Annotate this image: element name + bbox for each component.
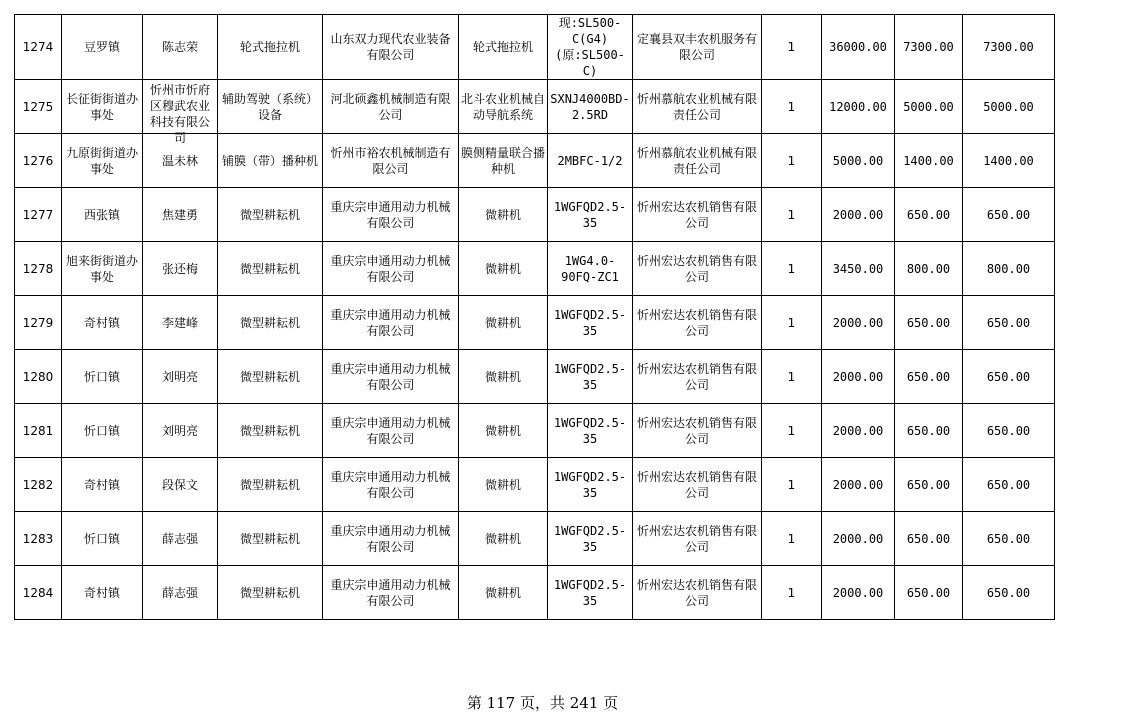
- cell-category: 微型耕耘机: [218, 296, 323, 350]
- cell-category: 微型耕耘机: [218, 350, 323, 404]
- cell-total-subsidy: 650.00: [963, 296, 1055, 350]
- cell-township: 豆罗镇: [62, 15, 143, 80]
- cell-quantity: 1: [762, 134, 822, 188]
- cell-township: 奇村镇: [62, 296, 143, 350]
- cell-price: 36000.00: [822, 15, 895, 80]
- cell-dealer: 忻州宏达农机销售有限公司: [633, 566, 762, 620]
- cell-category: 铺膜（带）播种机: [218, 134, 323, 188]
- cell-product: 微耕机: [459, 350, 548, 404]
- cell-quantity: 1: [762, 80, 822, 134]
- cell-dealer: 忻州宏达农机销售有限公司: [633, 512, 762, 566]
- cell-total-subsidy: 800.00: [963, 242, 1055, 296]
- cell-township: 奇村镇: [62, 566, 143, 620]
- cell-price: 2000.00: [822, 188, 895, 242]
- cell-quantity: 1: [762, 188, 822, 242]
- cell-township: 奇村镇: [62, 458, 143, 512]
- cell-buyer: 刘明亮: [143, 350, 218, 404]
- cell-manufacturer: 重庆宗申通用动力机械有限公司: [323, 242, 459, 296]
- cell-quantity: 1: [762, 15, 822, 80]
- cell-category: 微型耕耘机: [218, 188, 323, 242]
- cell-subsidy: 7300.00: [895, 15, 963, 80]
- cell-price: 2000.00: [822, 404, 895, 458]
- cell-seq: 1284: [15, 566, 62, 620]
- cell-price: 2000.00: [822, 566, 895, 620]
- table-row: [15, 350, 1055, 404]
- cell-township: 忻口镇: [62, 512, 143, 566]
- cell-seq: 1283: [15, 512, 62, 566]
- cell-total-subsidy: 5000.00: [963, 80, 1055, 134]
- table-row: [15, 15, 1055, 80]
- cell-price: 2000.00: [822, 458, 895, 512]
- cell-category: 轮式拖拉机: [218, 15, 323, 80]
- table-row: [15, 80, 1055, 134]
- cell-model: SXNJ4000BD-2.5RD: [548, 80, 633, 134]
- cell-model: 1WGFQD2.5-35: [548, 296, 633, 350]
- cell-subsidy: 650.00: [895, 188, 963, 242]
- cell-product: 微耕机: [459, 404, 548, 458]
- cell-dealer: 忻州宏达农机销售有限公司: [633, 242, 762, 296]
- cell-dealer: 忻州宏达农机销售有限公司: [633, 350, 762, 404]
- table-row: [15, 512, 1055, 566]
- cell-subsidy: 650.00: [895, 296, 963, 350]
- cell-subsidy: 800.00: [895, 242, 963, 296]
- cell-seq: 1276: [15, 134, 62, 188]
- table-row: [15, 188, 1055, 242]
- cell-price: 3450.00: [822, 242, 895, 296]
- cell-total-subsidy: 7300.00: [963, 15, 1055, 80]
- cell-total-subsidy: 650.00: [963, 458, 1055, 512]
- cell-subsidy: 650.00: [895, 404, 963, 458]
- cell-quantity: 1: [762, 296, 822, 350]
- cell-buyer: 忻州市忻府区穆武农业科技有限公司: [143, 80, 218, 134]
- cell-category: 微型耕耘机: [218, 404, 323, 458]
- page-number: 第 117 页，共 241 页: [466, 694, 619, 712]
- table-row: [15, 458, 1055, 512]
- cell-dealer: 忻州宏达农机销售有限公司: [633, 404, 762, 458]
- cell-total-subsidy: 650.00: [963, 566, 1055, 620]
- cell-model: 1WGFQD2.5-35: [548, 404, 633, 458]
- table-row: [15, 296, 1055, 350]
- cell-quantity: 1: [762, 458, 822, 512]
- cell-buyer: 刘明亮: [143, 404, 218, 458]
- cell-price: 2000.00: [822, 512, 895, 566]
- cell-category: 微型耕耘机: [218, 566, 323, 620]
- cell-subsidy: 650.00: [895, 458, 963, 512]
- cell-quantity: 1: [762, 566, 822, 620]
- cell-quantity: 1: [762, 350, 822, 404]
- cell-total-subsidy: 1400.00: [963, 134, 1055, 188]
- table-row: [15, 404, 1055, 458]
- cell-model: 1WGFQD2.5-35: [548, 188, 633, 242]
- cell-subsidy: 650.00: [895, 512, 963, 566]
- cell-township: 忻口镇: [62, 404, 143, 458]
- cell-seq: 1280: [15, 350, 62, 404]
- cell-buyer: 段保文: [143, 458, 218, 512]
- cell-category: 微型耕耘机: [218, 242, 323, 296]
- cell-product: 膜侧精量联合播种机: [459, 134, 548, 188]
- cell-quantity: 1: [762, 242, 822, 296]
- cell-category: 微型耕耘机: [218, 512, 323, 566]
- cell-total-subsidy: 650.00: [963, 404, 1055, 458]
- cell-total-subsidy: 650.00: [963, 188, 1055, 242]
- cell-dealer: 忻州宏达农机销售有限公司: [633, 458, 762, 512]
- subsidy-table: [14, 14, 1055, 620]
- cell-category: 辅助驾驶（系统）设备: [218, 80, 323, 134]
- cell-dealer: 定襄县双丰农机服务有限公司: [633, 15, 762, 80]
- cell-model: 1WGFQD2.5-35: [548, 458, 633, 512]
- cell-model: 1WG4.0-90FQ-ZC1: [548, 242, 633, 296]
- cell-seq: 1281: [15, 404, 62, 458]
- cell-dealer: 忻州宏达农机销售有限公司: [633, 188, 762, 242]
- table-body: [15, 15, 1055, 620]
- cell-seq: 1275: [15, 80, 62, 134]
- cell-manufacturer: 忻州市裕农机械制造有限公司: [323, 134, 459, 188]
- cell-manufacturer: 重庆宗申通用动力机械有限公司: [323, 566, 459, 620]
- cell-manufacturer: 重庆宗申通用动力机械有限公司: [323, 512, 459, 566]
- cell-price: 2000.00: [822, 296, 895, 350]
- cell-total-subsidy: 650.00: [963, 350, 1055, 404]
- table-row: [15, 134, 1055, 188]
- cell-manufacturer: 重庆宗申通用动力机械有限公司: [323, 296, 459, 350]
- cell-model: 2MBFC-1/2: [548, 134, 633, 188]
- cell-subsidy: 650.00: [895, 566, 963, 620]
- cell-manufacturer: 重庆宗申通用动力机械有限公司: [323, 350, 459, 404]
- cell-buyer: 焦建勇: [143, 188, 218, 242]
- cell-price: 5000.00: [822, 134, 895, 188]
- cell-quantity: 1: [762, 404, 822, 458]
- cell-seq: 1282: [15, 458, 62, 512]
- cell-subsidy: 1400.00: [895, 134, 963, 188]
- cell-seq: 1278: [15, 242, 62, 296]
- cell-product: 微耕机: [459, 188, 548, 242]
- cell-buyer: 李建峰: [143, 296, 218, 350]
- cell-category: 微型耕耘机: [218, 458, 323, 512]
- cell-subsidy: 650.00: [895, 350, 963, 404]
- cell-township: 西张镇: [62, 188, 143, 242]
- cell-manufacturer: 重庆宗申通用动力机械有限公司: [323, 404, 459, 458]
- cell-manufacturer: 山东双力现代农业装备有限公司: [323, 15, 459, 80]
- cell-product: 北斗农业机械自动导航系统: [459, 80, 548, 134]
- cell-model: 1WGFQD2.5-35: [548, 566, 633, 620]
- cell-seq: 1274: [15, 15, 62, 80]
- cell-model: 1WGFQD2.5-35: [548, 350, 633, 404]
- cell-model: 1WGFQD2.5-35: [548, 512, 633, 566]
- cell-product: 微耕机: [459, 296, 548, 350]
- table-row: [15, 242, 1055, 296]
- cell-dealer: 忻州慕航农业机械有限责任公司: [633, 80, 762, 134]
- cell-township: 旭来街街道办事处: [62, 242, 143, 296]
- cell-product: 轮式拖拉机: [459, 15, 548, 80]
- cell-manufacturer: 重庆宗申通用动力机械有限公司: [323, 458, 459, 512]
- cell-dealer: 忻州慕航农业机械有限责任公司: [633, 134, 762, 188]
- cell-township: 长征街街道办事处: [62, 80, 143, 134]
- cell-buyer: 温未林: [143, 134, 218, 188]
- cell-quantity: 1: [762, 512, 822, 566]
- cell-product: 微耕机: [459, 458, 548, 512]
- cell-township: 忻口镇: [62, 350, 143, 404]
- cell-manufacturer: 河北硕鑫机械制造有限公司: [323, 80, 459, 134]
- cell-buyer: 张还梅: [143, 242, 218, 296]
- cell-product: 微耕机: [459, 242, 548, 296]
- cell-seq: 1277: [15, 188, 62, 242]
- cell-dealer: 忻州宏达农机销售有限公司: [633, 296, 762, 350]
- cell-seq: 1279: [15, 296, 62, 350]
- cell-model: 现:SL500-C(G4)(原:SL500-C): [548, 15, 633, 80]
- cell-township: 九原街街道办事处: [62, 134, 143, 188]
- cell-buyer: 薛志强: [143, 566, 218, 620]
- cell-total-subsidy: 650.00: [963, 512, 1055, 566]
- cell-product: 微耕机: [459, 566, 548, 620]
- cell-price: 2000.00: [822, 350, 895, 404]
- cell-manufacturer: 重庆宗申通用动力机械有限公司: [323, 188, 459, 242]
- cell-subsidy: 5000.00: [895, 80, 963, 134]
- cell-buyer: 陈志荣: [143, 15, 218, 80]
- table-row: [15, 566, 1055, 620]
- cell-buyer: 薛志强: [143, 512, 218, 566]
- cell-price: 12000.00: [822, 80, 895, 134]
- cell-product: 微耕机: [459, 512, 548, 566]
